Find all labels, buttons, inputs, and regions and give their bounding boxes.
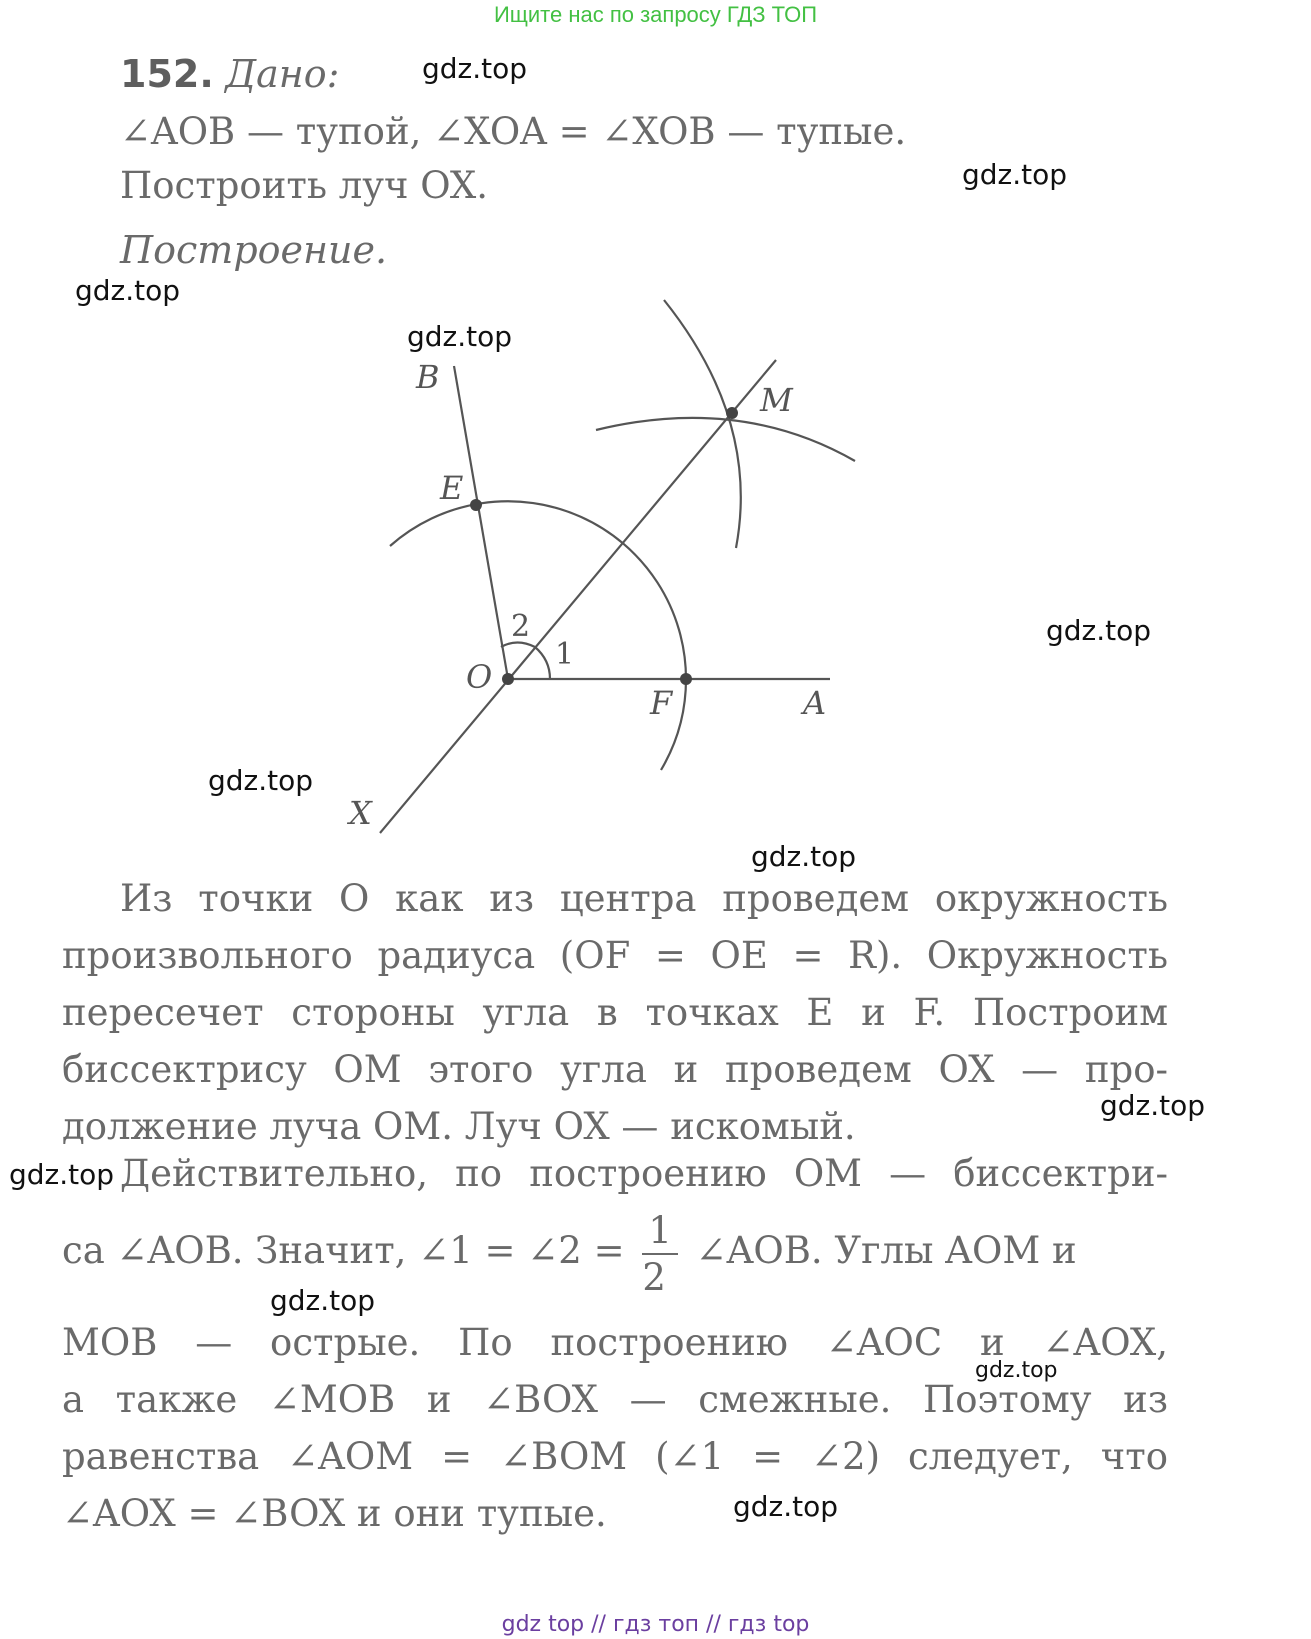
given-line-2: Построить луч OX. — [120, 164, 489, 207]
point-f — [680, 673, 692, 685]
point-m — [726, 407, 738, 419]
paragraph-2-line: а также ∠MOB и ∠BOX — смежные. Поэтому из — [62, 1378, 1168, 1421]
paragraph-1-line: пересечет стороны угла в точках E и F. Построим — [62, 991, 1168, 1034]
line-xm — [380, 360, 776, 833]
point-o — [502, 673, 514, 685]
watermark: gdz.top — [733, 1490, 839, 1523]
fraction-denominator: 2 — [642, 1255, 666, 1299]
formula-suffix: ∠AOB. Углы AOM и — [695, 1229, 1077, 1272]
label-o: O — [466, 658, 493, 696]
paragraph-2-rest — [62, 1314, 1168, 1542]
watermark: gdz.top — [208, 764, 314, 797]
watermark: gdz.top — [75, 274, 181, 307]
label-f: F — [650, 684, 673, 722]
point-e — [470, 499, 482, 511]
paragraph-1 — [62, 870, 1168, 1155]
watermark: gdz.top — [1046, 614, 1152, 647]
paragraph-2 — [62, 1145, 1168, 1202]
angle-arc-1 — [535, 647, 550, 679]
watermark: gdz.top — [407, 320, 513, 353]
label-angle-1: 1 — [555, 637, 575, 672]
watermark: gdz.top — [9, 1158, 115, 1191]
ray-ob — [454, 366, 508, 679]
label-e: E — [440, 469, 464, 507]
formula-prefix: са ∠AOB. Значит, ∠1 = ∠2 = — [62, 1229, 625, 1272]
watermark: gdz.top — [1100, 1089, 1206, 1122]
label-b: B — [416, 358, 440, 396]
footer-links[interactable]: gdz top // гдз топ // гдз top — [501, 1612, 810, 1637]
paragraph-2-line: равенства ∠AOM = ∠BOM (∠1 = ∠2) следует, что — [62, 1435, 1168, 1478]
fraction-numerator: 1 — [642, 1212, 678, 1255]
watermark: gdz.top — [270, 1284, 376, 1317]
paragraph-1-line: Из точки O как из центра проведем окружность — [120, 877, 1168, 920]
paragraph-2-formula-line — [62, 1206, 1168, 1299]
label-a: A — [803, 684, 827, 722]
given-label: Дано: — [225, 52, 340, 96]
label-m: M — [760, 381, 793, 419]
problem-number: 152. — [120, 52, 214, 96]
watermark: gdz.top — [975, 1358, 1058, 1383]
top-banner[interactable]: Ищите нас по запросу ГДЗ ТОП — [493, 2, 818, 27]
arc-ef — [390, 501, 686, 770]
paragraph-2-line: Действительно, по построению OM — биссектри- — [120, 1152, 1168, 1195]
given-line-1: ∠AOB — тупой, ∠XOA = ∠XOB — тупые. — [120, 110, 907, 153]
arc-from-f — [664, 300, 741, 548]
watermark: gdz.top — [751, 840, 857, 873]
label-x: X — [349, 794, 372, 832]
watermark: gdz.top — [422, 52, 528, 85]
arc-from-e — [596, 418, 855, 461]
construction-label: Построение. — [120, 228, 388, 272]
label-angle-2: 2 — [511, 609, 531, 644]
paragraph-1-line: биссектрису OM этого угла и проведем OX — про- — [62, 1048, 1168, 1091]
fraction-one-half — [642, 1208, 678, 1299]
paragraph-2-line: MOB — острые. По построению ∠AOC и ∠AOX, — [62, 1321, 1168, 1364]
paragraph-1-line: произвольного радиуса (OF = OE = R). Окружность — [62, 934, 1168, 977]
watermark: gdz.top — [962, 158, 1068, 191]
paragraph-1-line: должение луча OM. Луч OX — искомый. — [62, 1105, 856, 1148]
paragraph-2-line: ∠AOX = ∠BOX и они тупые. — [62, 1492, 607, 1535]
